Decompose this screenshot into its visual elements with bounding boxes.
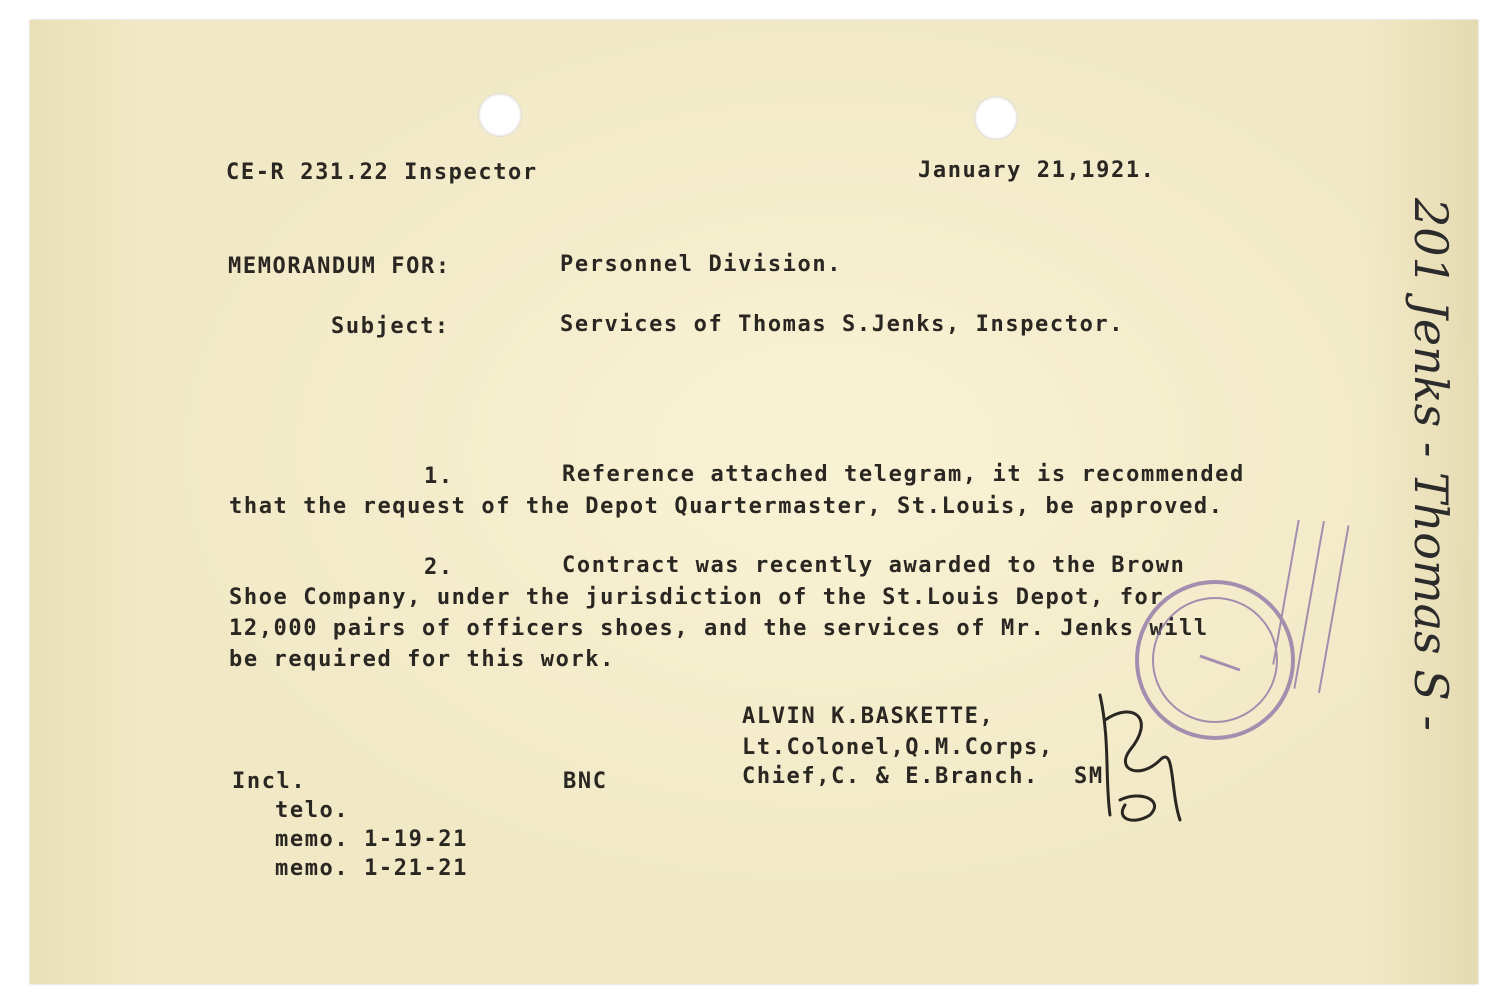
signatory-initials: SM	[1074, 764, 1104, 789]
subject-label: Subject:	[331, 314, 450, 339]
paragraph-2-line: Contract was recently awarded to the Brown	[562, 553, 1186, 578]
paragraph-1-line: that the request of the Depot Quartermaster, St.Louis, be approved.	[229, 494, 1224, 519]
signatory-rank: Lt.Colonel,Q.M.Corps,	[742, 735, 1054, 760]
enclosure-item: telo.	[275, 798, 350, 823]
enclosure-item: memo. 1-21-21	[275, 856, 468, 881]
memorandum-for-value: Personnel Division.	[560, 252, 843, 277]
paragraph-1-number: 1.	[424, 464, 454, 489]
paragraph-2-line: be required for this work.	[229, 647, 615, 672]
paragraph-2-line: Shoe Company, under the jurisdiction of the St.Louis Depot, for	[229, 585, 1165, 610]
file-reference: CE-R 231.22 Inspector	[226, 160, 538, 185]
subject-value: Services of Thomas S.Jenks, Inspector.	[560, 312, 1125, 337]
punch-hole-right	[974, 96, 1018, 140]
paragraph-2-number: 2.	[424, 555, 454, 580]
paragraph-2-line: 12,000 pairs of officers shoes, and the services of Mr. Jenks will	[229, 616, 1209, 641]
memorandum-for-label: MEMORANDUM FOR:	[228, 254, 451, 279]
signatory-title: Chief,C. & E.Branch.	[742, 764, 1039, 789]
enclosure-label: Incl.	[232, 769, 307, 794]
handwritten-signature	[1080, 680, 1210, 830]
handwritten-file-note: 201 Jenks - Thomas S -	[1404, 198, 1458, 731]
enclosure-item: memo. 1-19-21	[275, 827, 468, 852]
typist-initials: BNC	[563, 769, 608, 794]
memo-date: January 21,1921.	[918, 158, 1156, 183]
paragraph-1-line: Reference attached telegram, it is recommended	[562, 462, 1245, 487]
punch-hole-left	[478, 93, 522, 137]
signatory-name: ALVIN K.BASKETTE,	[742, 704, 995, 729]
